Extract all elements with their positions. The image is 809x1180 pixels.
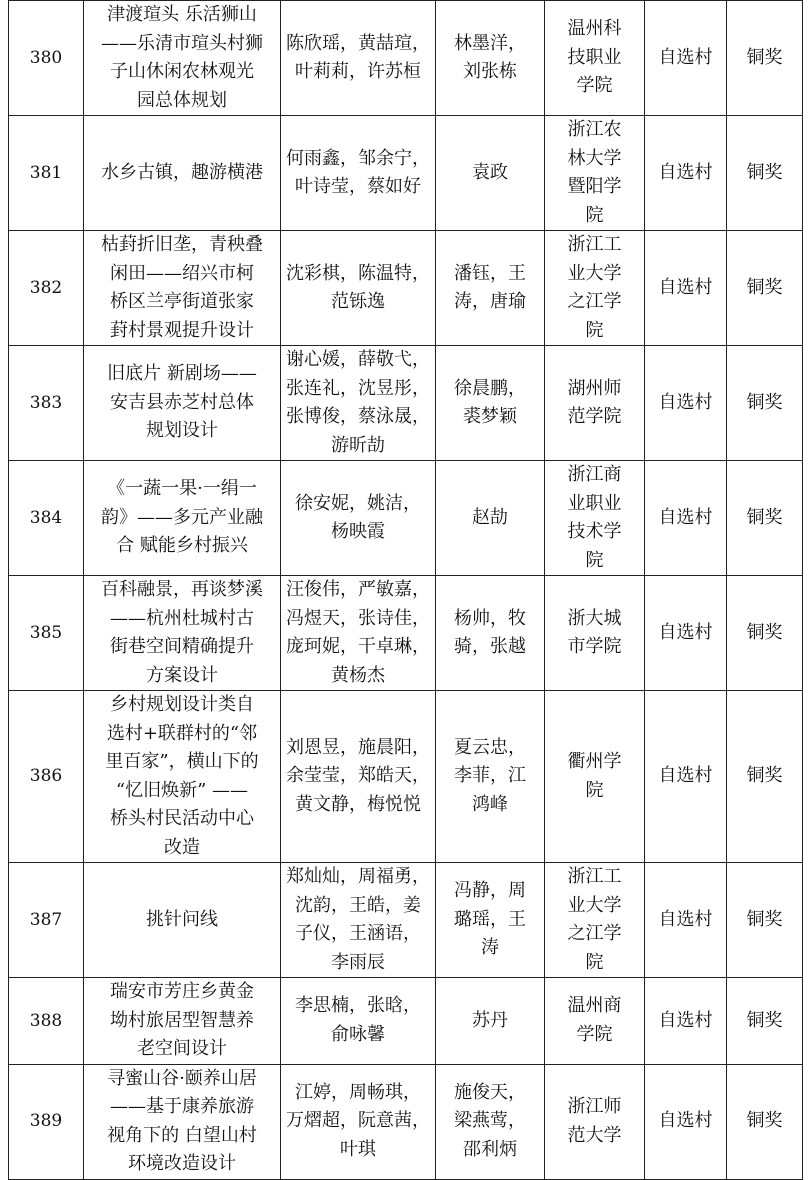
table-row xyxy=(9,116,803,231)
award-level: 铜奖 xyxy=(727,1064,803,1179)
project-name: 百科融景，再谈梦溪 ——杭州杜城村古 街巷空间精确提升 方案设计 xyxy=(84,576,281,691)
advisor-names: 苏丹 xyxy=(436,978,545,1065)
student-names: 陈欣瑶，黄喆瑄， 叶莉莉，许苏桓 xyxy=(281,1,436,116)
village-category: 自选村 xyxy=(645,691,727,863)
advisor-names: 施俊天， 梁燕莺， 邵利炳 xyxy=(436,1064,545,1179)
advisor-names: 杨帅，牧 骑，张越 xyxy=(436,576,545,691)
school-name: 浙江工 业大学 之江学 院 xyxy=(545,863,645,978)
student-names: 刘恩昱，施晨阳， 余莹莹，郑皓天， 黄文静，梅悦悦 xyxy=(281,691,436,863)
table-row xyxy=(9,691,803,863)
school-name: 衢州学 院 xyxy=(545,691,645,863)
row-number: 386 xyxy=(9,691,84,863)
award-level: 铜奖 xyxy=(727,461,803,576)
award-level: 铜奖 xyxy=(727,576,803,691)
student-names: 谢心媛，薛敬弋， 张连礼，沈昱彤， 张博俊，蔡泳晟， 游昕劼 xyxy=(281,346,436,461)
school-name: 浙江商 业职业 技术学 院 xyxy=(545,461,645,576)
school-name: 浙江师 范大学 xyxy=(545,1064,645,1179)
advisor-names: 袁政 xyxy=(436,116,545,231)
advisor-names: 赵劼 xyxy=(436,461,545,576)
project-name: 《一蔬一果·一绢一 韵》——多元产业融 合 赋能乡村振兴 xyxy=(84,461,281,576)
table-row xyxy=(9,576,803,691)
row-number: 384 xyxy=(9,461,84,576)
advisor-names: 冯静，周 璐瑶，王 涛 xyxy=(436,863,545,978)
award-level: 铜奖 xyxy=(727,978,803,1065)
project-name: 瑞安市芳庄乡黄金 坳村旅居型智慧养 老空间设计 xyxy=(84,978,281,1065)
student-names: 汪俊伟，严敏嘉， 冯煜天，张诗佳， 庞珂妮，干卓琳， 黄杨杰 xyxy=(281,576,436,691)
row-number: 385 xyxy=(9,576,84,691)
village-category: 自选村 xyxy=(645,231,727,346)
school-name: 温州科 技职业 学院 xyxy=(545,1,645,116)
advisor-names: 潘钰，王 涛，唐瑜 xyxy=(436,231,545,346)
project-name: 枯葑折旧垄，青秧叠 闲田——绍兴市柯 桥区兰亭街道张家 葑村景观提升设计 xyxy=(84,231,281,346)
school-name: 浙江农 林大学 暨阳学 院 xyxy=(545,116,645,231)
row-number: 388 xyxy=(9,978,84,1065)
village-category: 自选村 xyxy=(645,576,727,691)
school-name: 浙大城 市学院 xyxy=(545,576,645,691)
village-category: 自选村 xyxy=(645,978,727,1065)
student-names: 郑灿灿，周福勇， 沈韵，王皓，姜 子仪，王涵语， 李雨辰 xyxy=(281,863,436,978)
school-name: 浙江工 业大学 之江学 院 xyxy=(545,231,645,346)
student-names: 何雨鑫，邹余宁， 叶诗莹，蔡如好 xyxy=(281,116,436,231)
village-category: 自选村 xyxy=(645,461,727,576)
table-row xyxy=(9,1,803,116)
table-row xyxy=(9,231,803,346)
project-name: 挑针问线 xyxy=(84,863,281,978)
award-level: 铜奖 xyxy=(727,863,803,978)
village-category: 自选村 xyxy=(645,1064,727,1179)
advisor-names: 林墨洋， 刘张栋 xyxy=(436,1,545,116)
project-name: 水乡古镇，趣游横港 xyxy=(84,116,281,231)
table-row xyxy=(9,863,803,978)
school-name: 湖州师 范学院 xyxy=(545,346,645,461)
advisor-names: 徐晨鹏， 裘梦颖 xyxy=(436,346,545,461)
award-level: 铜奖 xyxy=(727,231,803,346)
table-row xyxy=(9,461,803,576)
award-level: 铜奖 xyxy=(727,116,803,231)
village-category: 自选村 xyxy=(645,863,727,978)
row-number: 383 xyxy=(9,346,84,461)
student-names: 沈彩棋，陈温特， 范铄逸 xyxy=(281,231,436,346)
table-row xyxy=(9,1064,803,1179)
table-row xyxy=(9,346,803,461)
student-names: 江婷，周畅琪， 万熠超，阮意茜， 叶琪 xyxy=(281,1064,436,1179)
advisor-names: 夏云忠， 李菲，江 鸿峰 xyxy=(436,691,545,863)
student-names: 李思楠，张晗， 俞咏馨 xyxy=(281,978,436,1065)
award-level: 铜奖 xyxy=(727,346,803,461)
award-level: 铜奖 xyxy=(727,1,803,116)
row-number: 380 xyxy=(9,1,84,116)
table-row xyxy=(9,978,803,1065)
student-names: 徐安妮，姚洁， 杨映霞 xyxy=(281,461,436,576)
row-number: 387 xyxy=(9,863,84,978)
village-category: 自选村 xyxy=(645,346,727,461)
village-category: 自选村 xyxy=(645,1,727,116)
school-name: 温州商 学院 xyxy=(545,978,645,1065)
project-name: 旧底片 新剧场—— 安吉县赤芝村总体 规划设计 xyxy=(84,346,281,461)
row-number: 381 xyxy=(9,116,84,231)
project-name: 津渡瑄头 乐活狮山 ——乐清市瑄头村狮 子山休闲农林观光 园总体规划 xyxy=(84,1,281,116)
row-number: 382 xyxy=(9,231,84,346)
project-name: 乡村规划设计类自 选村+联群村的“邻 里百家”，横山下的 “忆旧焕新” —— 桥头村民活动中心 改造 xyxy=(84,691,281,863)
award-level: 铜奖 xyxy=(727,691,803,863)
village-category: 自选村 xyxy=(645,116,727,231)
project-name: 寻蜜山谷·颐养山居 ——基于康养旅游 视角下的 白望山村 环境改造设计 xyxy=(84,1064,281,1179)
row-number: 389 xyxy=(9,1064,84,1179)
award-table xyxy=(8,0,803,1180)
